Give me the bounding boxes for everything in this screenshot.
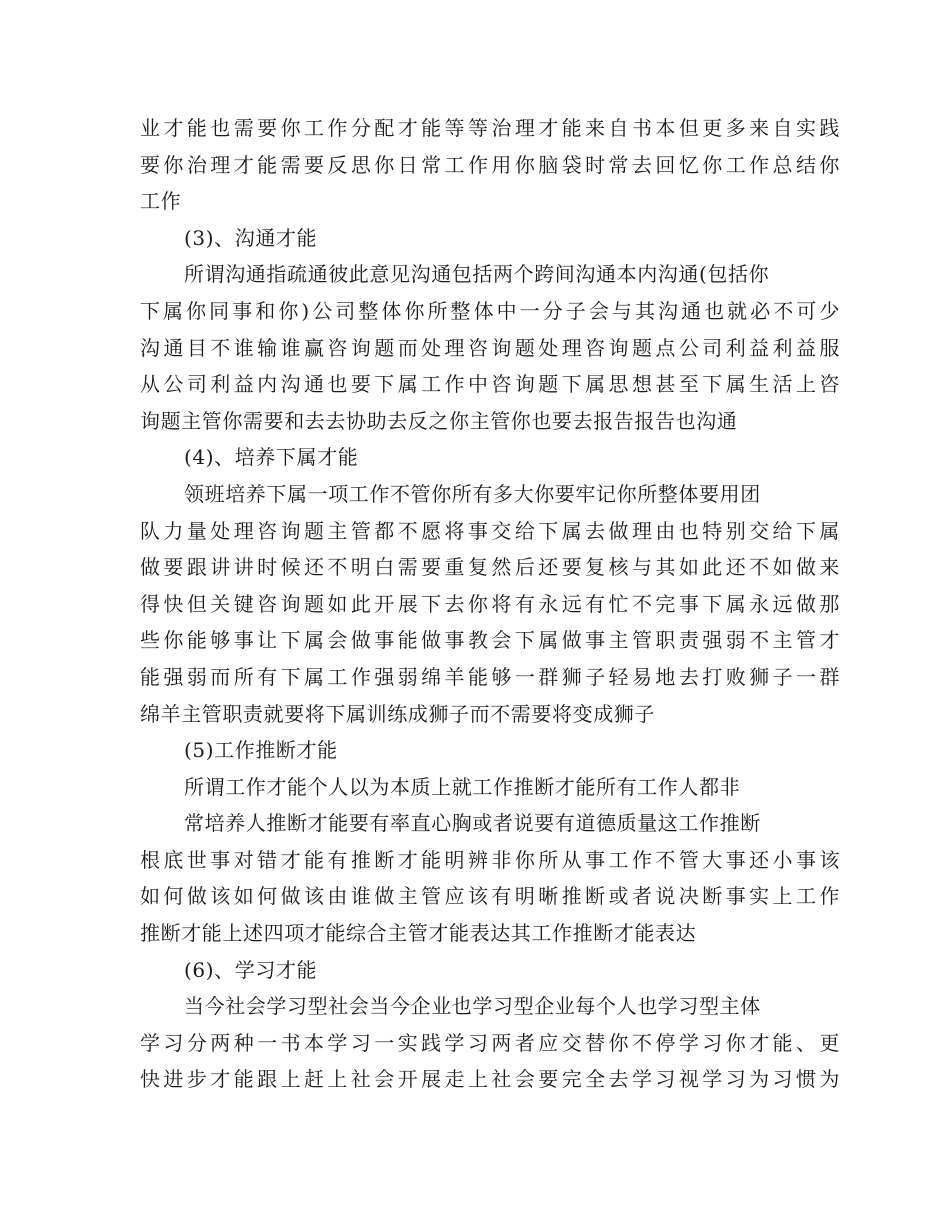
text-line: 些你能够事让下属会做事能做事教会下属做事主管职责强弱不主管才 (140, 628, 840, 653)
paragraph-start-line: 当今社会学习型社会当今企业也学习型企业每个人也学习型主体 (184, 994, 761, 1019)
text-line: 学习分两种一书本学习一实践学习两者应交替你不停学习你才能、更 (140, 1030, 840, 1055)
text-line: 从公司利益内沟通也要下属工作中咨询题下属思想甚至下属生活上咨 (140, 372, 840, 397)
paragraph-start-line: 所谓沟通指疏通彼此意见沟通包括两个跨间沟通本内沟通(包括你 (184, 262, 770, 287)
text-line: 询题主管你需要和去去协助去反之你主管你也要去报告报告也沟通 (140, 408, 738, 433)
text-line: 推断才能上述四项才能综合主管才能表达其工作推断才能表达 (140, 921, 697, 946)
paragraph-start-line: 常培养人推断才能要有率直心胸或者说要有道德质量这工作推断 (184, 811, 761, 836)
text-line: 如何做该如何做该由谁做主管应该有明晰推断或者说决断事实上工作 (140, 884, 840, 909)
section-heading-communication: (3)、沟通才能 (184, 225, 318, 250)
text-line: 绵羊主管职责就要将下属训练成狮子而不需要将变成狮子 (140, 701, 655, 726)
text-line: 沟通目不谁输谁赢咨询题而处理咨询题处理咨询题点公司利益利益服 (140, 335, 840, 360)
text-line: 得快但关键咨询题如此开展下去你将有永远有忙不完事下属永远做那 (140, 591, 840, 616)
document-body (140, 110, 840, 1098)
section-heading-learning: (6)、学习才能 (184, 957, 318, 982)
text-line: 工作 (140, 189, 182, 214)
text-line: 要你治理才能需要反思你日常工作用你脑袋时常去回忆你工作总结你 (140, 152, 840, 177)
section-heading-training: (4)、培养下属才能 (184, 445, 359, 470)
text-line: 下属你同事和你)公司整体你所整体中一分子会与其沟通也就必不可少 (140, 298, 840, 323)
text-line: 能强弱而所有下属工作强弱绵羊能够一群狮子轻易地去打败狮子一群 (140, 664, 840, 689)
section-heading-judgment: (5)工作推断才能 (184, 738, 338, 763)
paragraph-start-line: 所谓工作才能个人以为本质上就工作推断才能所有工作人都非 (184, 774, 741, 799)
text-line: 做要跟讲讲时候还不明白需要重复然后还要复核与其如此还不如做来 (140, 555, 840, 580)
paragraph-start-line: 领班培养下属一项工作不管你所有多大你要牢记你所整体要用团 (184, 481, 761, 506)
text-line: 队力量处理咨询题主管都不愿将事交给下属去做理由也特别交给下属 (140, 518, 840, 543)
text-line: 业才能也需要你工作分配才能等等治理才能来自书本但更多来自实践 (140, 116, 840, 140)
text-line: 快进步才能跟上赶上社会开展走上社会要完全去学习视学习为习惯为 (140, 1067, 840, 1092)
text-line: 根底世事对错才能有推断才能明辨非你所从事工作不管大事还小事该 (140, 847, 840, 872)
